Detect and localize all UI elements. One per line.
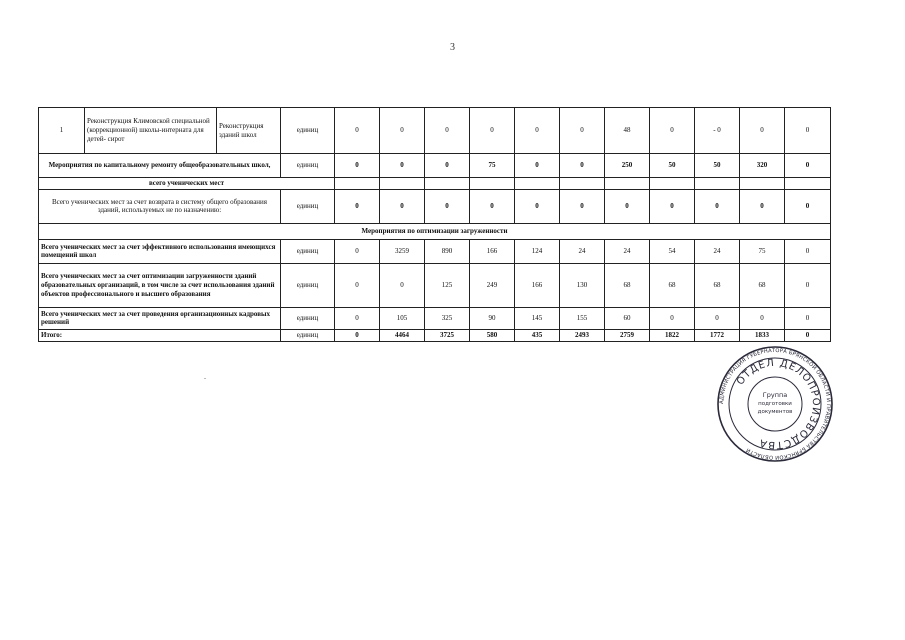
cell: 0 xyxy=(425,154,470,178)
row-unit: единиц xyxy=(281,189,335,223)
row-label: Всего ученических мест за счет возврата в систему общего образования зданий, используемых не по назначению: xyxy=(39,189,281,223)
cell: 0 xyxy=(785,307,831,329)
table-row xyxy=(39,154,831,178)
cell: 0 xyxy=(470,108,515,154)
cell: 3259 xyxy=(380,239,425,263)
cell: 125 xyxy=(425,263,470,307)
scan-speck xyxy=(204,378,206,379)
official-stamp xyxy=(716,345,834,463)
cell: 0 xyxy=(335,329,380,341)
row-label: всего ученических мест xyxy=(39,178,335,190)
row-unit: единиц xyxy=(281,329,335,341)
cell: 0 xyxy=(335,263,380,307)
cell: 124 xyxy=(515,239,560,263)
cell: 0 xyxy=(560,154,605,178)
cell: 48 xyxy=(605,108,650,154)
cell: 68 xyxy=(695,263,740,307)
cell: 0 xyxy=(740,189,785,223)
stamp-outer-text: АДМИНИСТРАЦИЯ ГУБЕРНАТОРА БРЯНСКОЙ ОБЛАСТИ И ПРАВИТЕЛЬСТВА БРЯНСКОЙ ОБЛАСТИ xyxy=(718,347,832,461)
cell: 68 xyxy=(740,263,785,307)
cell: 1833 xyxy=(740,329,785,341)
section-header-row xyxy=(39,223,831,239)
cell: 320 xyxy=(740,154,785,178)
cell: 0 xyxy=(380,263,425,307)
total-label: Итого: xyxy=(39,329,281,341)
cell: 0 xyxy=(785,329,831,341)
row-unit: единиц xyxy=(281,239,335,263)
cell: 24 xyxy=(695,239,740,263)
row-index: 1 xyxy=(39,108,85,154)
row-unit: единиц xyxy=(281,108,335,154)
row-unit: единиц xyxy=(281,263,335,307)
cell: 2493 xyxy=(560,329,605,341)
cell: 250 xyxy=(605,154,650,178)
cell: 90 xyxy=(470,307,515,329)
row-type: Реконструкция зданий школ xyxy=(217,108,281,154)
cell: 0 xyxy=(740,307,785,329)
cell: 0 xyxy=(515,154,560,178)
cell: 130 xyxy=(560,263,605,307)
cell: 0 xyxy=(380,154,425,178)
cell: 249 xyxy=(470,263,515,307)
cell: 50 xyxy=(650,154,695,178)
row-unit: единиц xyxy=(281,307,335,329)
table-row xyxy=(39,189,831,223)
cell: 155 xyxy=(560,307,605,329)
cell: 435 xyxy=(515,329,560,341)
cell: 1772 xyxy=(695,329,740,341)
cell: 166 xyxy=(470,239,515,263)
table-row xyxy=(39,307,831,329)
cell: 3725 xyxy=(425,329,470,341)
cell: 1822 xyxy=(650,329,695,341)
cell: 0 xyxy=(785,239,831,263)
cell: 0 xyxy=(380,189,425,223)
cell: 0 xyxy=(650,307,695,329)
cell: - 0 xyxy=(695,108,740,154)
table-row xyxy=(39,263,831,307)
cell: 145 xyxy=(515,307,560,329)
cell: 0 xyxy=(560,108,605,154)
cell: 0 xyxy=(650,108,695,154)
cell: 890 xyxy=(425,239,470,263)
cell: 0 xyxy=(335,307,380,329)
cell: 0 xyxy=(785,189,831,223)
cell: 325 xyxy=(425,307,470,329)
cell: 0 xyxy=(785,108,831,154)
cell: 0 xyxy=(605,189,650,223)
cell: 60 xyxy=(605,307,650,329)
cell: 0 xyxy=(785,263,831,307)
cell: 0 xyxy=(695,189,740,223)
cell: 580 xyxy=(470,329,515,341)
cell: 0 xyxy=(425,189,470,223)
cell: 0 xyxy=(695,307,740,329)
cell: 24 xyxy=(605,239,650,263)
data-table xyxy=(38,107,831,342)
cell: 54 xyxy=(650,239,695,263)
cell: 2759 xyxy=(605,329,650,341)
table-row xyxy=(39,108,831,154)
cell: 0 xyxy=(335,154,380,178)
cell: 166 xyxy=(515,263,560,307)
row-name: Реконструкция Климовской специальной (коррекционной) школы-интерната для детей- сирот xyxy=(85,108,217,154)
cell: 0 xyxy=(515,108,560,154)
cell: 105 xyxy=(380,307,425,329)
table-row xyxy=(39,239,831,263)
cell: 4464 xyxy=(380,329,425,341)
stamp-center-line3: документов xyxy=(757,409,793,415)
cell: 0 xyxy=(470,189,515,223)
cell: 0 xyxy=(515,189,560,223)
stamp-center-line2: подготовки xyxy=(758,401,792,407)
cell: 0 xyxy=(335,239,380,263)
cell: 0 xyxy=(560,189,605,223)
stamp-center-line1: Группа xyxy=(762,391,788,399)
row-label: Всего ученических мест за счет эффективного использования имеющихся помещений школ xyxy=(39,239,281,263)
cell: 68 xyxy=(605,263,650,307)
cell: 0 xyxy=(650,189,695,223)
table-row xyxy=(39,178,831,190)
row-label: Мероприятия по капитальному ремонту общеобразовательных школ, xyxy=(39,154,281,178)
page-number: 3 xyxy=(450,42,455,53)
cell: 0 xyxy=(740,108,785,154)
section-title: Мероприятия по оптимизации загруженности xyxy=(39,223,831,239)
row-label: Всего ученических мест за счет проведения организационных кадровых решений xyxy=(39,307,281,329)
row-unit: единиц xyxy=(281,154,335,178)
stamp-department-text: ОТДЕЛ ДЕЛОПРОИЗВОДСТВА xyxy=(734,357,822,451)
cell: 0 xyxy=(335,108,380,154)
cell: 50 xyxy=(695,154,740,178)
cell: 75 xyxy=(470,154,515,178)
total-row xyxy=(39,329,831,341)
cell: 0 xyxy=(335,189,380,223)
cell: 0 xyxy=(425,108,470,154)
cell: 24 xyxy=(560,239,605,263)
cell: 0 xyxy=(380,108,425,154)
cell: 75 xyxy=(740,239,785,263)
cell: 0 xyxy=(785,154,831,178)
cell: 68 xyxy=(650,263,695,307)
row-label: Всего ученических мест за счет оптимизации загруженности зданий образовательных организаций, в том числе за счет использования зданий объектов профессионального и высшего образования xyxy=(39,263,281,307)
